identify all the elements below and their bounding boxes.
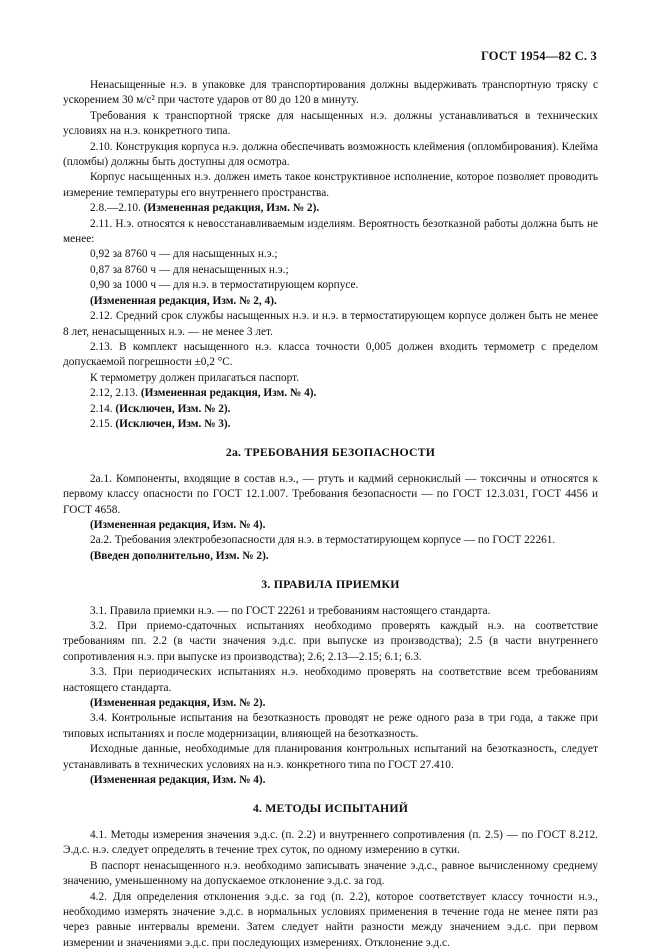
amendment-note: (Исключен, Изм. № 2).	[115, 403, 230, 415]
amendment-note: (Введен дополнительно, Изм. № 2).	[90, 550, 269, 562]
paragraph-text: К термометру должен прилагаться паспорт.	[90, 372, 299, 384]
paragraph	[63, 217, 598, 248]
paragraph-text: 2.10. Конструкция корпуса н.э. должна обеспечивать возможность клеймения (опломбирования). Клейма (пломбы) должны быть доступны для осмотра.	[63, 141, 598, 168]
paragraph-text: 4.2. Для определения отклонения э.д.с. за год (п. 2.2), которое соответствует классу точности н.э., необходимо измерять значение э.д.с. в нормальных условиях применения в течение года не менее пяти раз через равные интервалы времени. Затем следует найти разности между значением э.д.с. при первом измерении и значениями э.д.с. при последующих измерениях. Отклонение э.д.с.	[63, 891, 598, 949]
paragraph	[63, 604, 598, 619]
paragraph	[63, 549, 598, 564]
amendment-note: (Измененная редакция, Изм. № 2).	[144, 202, 319, 214]
paragraph-text: 3.4. Контрольные испытания на безотказность проводят не реже одного раза в три года, а также при типовых испытаниях и после модернизации, влияющей на безотказность.	[63, 712, 598, 739]
paragraph-text: 3.2. При приемо-сдаточных испытаниях необходимо проверять каждый н.э. на соответствие требованиям пп. 2.2 (в части значения э.д.с. при выпуске из производства); 2.5 (в части внутреннего сопротивления н.э. при выпуске из производства); 2.6; 2.13—2.15; 6.1; 6.3.	[63, 620, 598, 663]
list-item	[63, 278, 598, 293]
section-heading	[63, 577, 598, 592]
paragraph-text: 2а.2. Требования электробезопасности для н.э. в термостатирующем корпусе — по ГОСТ 22261.	[90, 534, 555, 546]
paragraph	[63, 170, 598, 201]
paragraph-text: 0,87 за 8760 ч — для ненасыщенных н.э.;	[90, 264, 289, 276]
paragraph	[63, 711, 598, 742]
section-heading	[63, 445, 598, 460]
paragraph	[63, 78, 598, 109]
paragraph-text: 4. МЕТОДЫ ИСПЫТАНИЙ	[253, 801, 408, 815]
paragraph-text: Требования к транспортной тряске для насыщенных н.э. должны устанавливаться в технических условиях на н.э. конкретного типа.	[63, 110, 598, 137]
paragraph	[63, 828, 598, 859]
paragraph	[63, 417, 598, 432]
amendment-note: (Измененная редакция, Изм. № 4).	[141, 387, 316, 399]
paragraph	[63, 371, 598, 386]
paragraph	[63, 201, 598, 216]
paragraph-text: 3.3. При периодических испытаниях н.э. необходимо проверять на соответствие всем требованиям настоящего стандарта.	[63, 666, 598, 693]
amendment-note: (Измененная редакция, Изм. № 4).	[90, 774, 265, 786]
paragraph	[63, 294, 598, 309]
paragraph	[63, 386, 598, 401]
amendment-note: (Исключен, Изм. № 3).	[115, 418, 230, 430]
list-item	[63, 247, 598, 262]
paragraph-text: 0,92 за 8760 ч — для насыщенных н.э.;	[90, 248, 278, 260]
paragraph-text: 2.13. В комплект насыщенного н.э. класса точности 0,005 должен входить термометр с пределом допускаемой погрешности ±0,2 °С.	[63, 341, 598, 368]
paragraph	[63, 859, 598, 890]
paragraph	[63, 340, 598, 371]
paragraph	[63, 742, 598, 773]
paragraph-text: 2а. ТРЕБОВАНИЯ БЕЗОПАСНОСТИ	[226, 445, 435, 459]
paragraph	[63, 518, 598, 533]
paragraph-text: 3.1. Правила приемки н.э. — по ГОСТ 22261 и требованиям настоящего стандарта.	[90, 605, 490, 617]
amendment-note: (Измененная редакция, Изм. № 4).	[90, 519, 265, 531]
page-header: ГОСТ 1954—82 С. 3	[481, 49, 597, 64]
paragraph	[63, 402, 598, 417]
paragraph-text: 2.15.	[90, 418, 113, 430]
paragraph-text: 0,90 за 1000 ч — для н.э. в термостатирующем корпусе.	[90, 279, 358, 291]
paragraph-text: 2.14.	[90, 403, 113, 415]
paragraph	[63, 773, 598, 788]
paragraph-text: 2а.1. Компоненты, входящие в состав н.э., — ртуть и кадмий сернокислый — токсичны и относятся к первому классу опасности по ГОСТ 12.1.007. Требования безопасности — по ГОСТ 12.3.031, ГОСТ 4456 и ГОСТ 4658.	[63, 473, 598, 516]
paragraph-text: В паспорт ненасыщенного н.э. необходимо записывать значение э.д.с., равное вычисленному среднему значению, уменьшенному на допускаемое отклонение э.д.с. за год.	[63, 860, 598, 887]
amendment-note: (Измененная редакция, Изм. № 2).	[90, 697, 265, 709]
list-item	[63, 263, 598, 278]
paragraph	[63, 309, 598, 340]
document-body	[63, 78, 598, 951]
paragraph-text: 2.12, 2.13.	[90, 387, 138, 399]
paragraph-text: Ненасыщенные н.э. в упаковке для транспортирования должны выдерживать транспортную тряску с ускорением 30 м/с² при частоте ударов от 80 до 120 в минуту.	[63, 79, 598, 106]
paragraph	[63, 109, 598, 140]
paragraph-text: 2.12. Средний срок службы насыщенных н.э. и н.э. в термостатирующем корпусе должен быть не менее 8 лет, ненасыщенных н.э. — не менее 3 лет.	[63, 310, 598, 337]
paragraph	[63, 619, 598, 665]
paragraph-text: 4.1. Методы измерения значения э.д.с. (п. 2.2) и внутреннего сопротивления (п. 2.5) — по ГОСТ 8.212. Э.д.с. н.э. следует определять в течение трех суток, по одному измерению в сутки.	[63, 829, 598, 856]
paragraph	[63, 140, 598, 171]
paragraph-text: 2.11. Н.э. относятся к невосстанавливаемым изделиям. Вероятность безотказной работы должна быть не менее:	[63, 218, 598, 245]
paragraph-text: 2.8.—2.10.	[90, 202, 141, 214]
paragraph	[63, 696, 598, 711]
paragraph	[63, 890, 598, 951]
paragraph	[63, 665, 598, 696]
paragraph-text: 3. ПРАВИЛА ПРИЕМКИ	[261, 577, 399, 591]
paragraph-text: Корпус насыщенных н.э. должен иметь такое конструктивное исполнение, которое позволяет проводить измерение температуры его внутреннего пространства.	[63, 171, 598, 198]
section-heading	[63, 801, 598, 816]
paragraph	[63, 533, 598, 548]
paragraph-text: Исходные данные, необходимые для планирования контрольных испытаний на безотказность, следует устанавливать в технических условиях на н.э. конкретного типа по ГОСТ 27.410.	[63, 743, 598, 770]
amendment-note: (Измененная редакция, Изм. № 2, 4).	[90, 295, 277, 307]
paragraph	[63, 472, 598, 518]
